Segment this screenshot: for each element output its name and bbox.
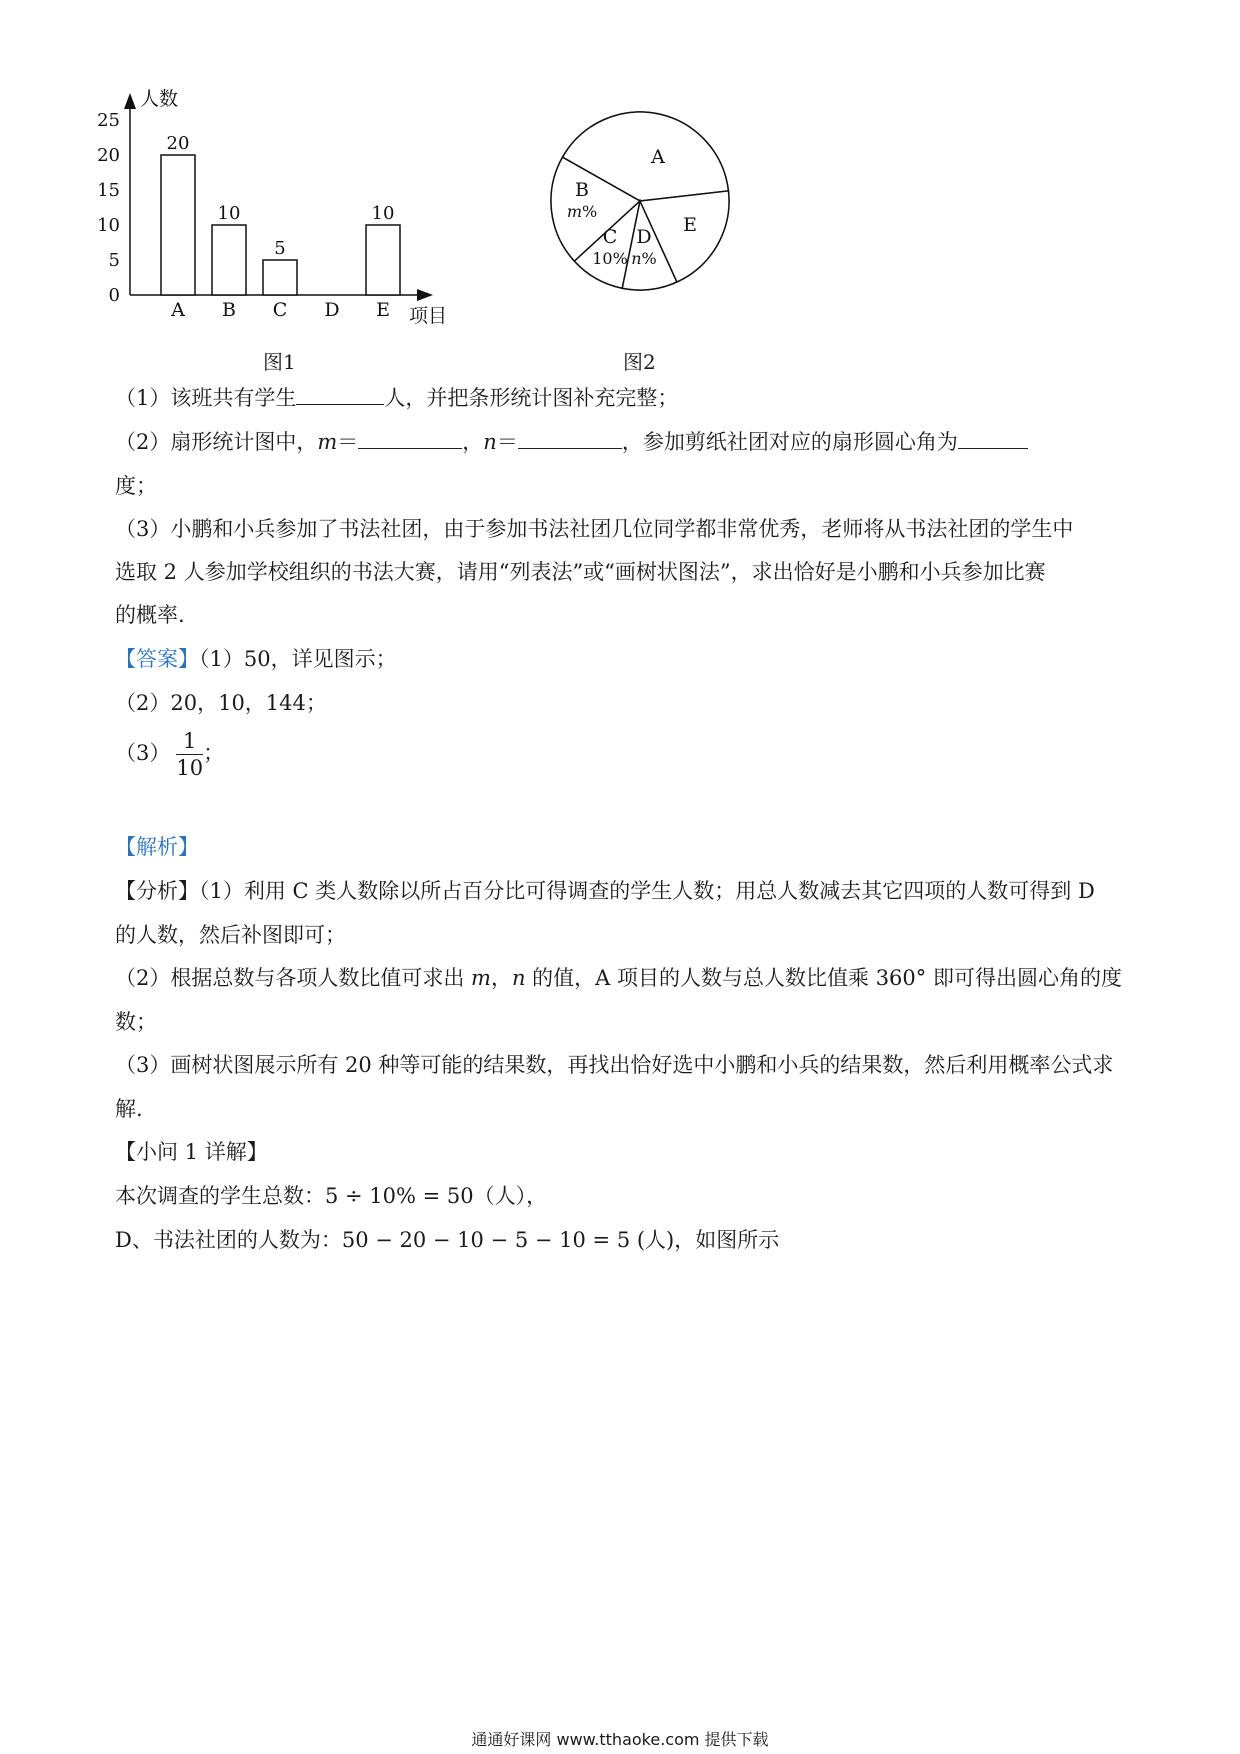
analysis-2-post: 的值，A 项目的人数与总人数比值乘 360° 即可得出圆心角的度 <box>525 966 1122 990</box>
y-axis-arrow <box>124 93 136 109</box>
pie-slice-value-label: m% <box>566 202 598 221</box>
pie-slice-label: B <box>575 179 589 201</box>
pie-slice-label: C <box>602 226 618 248</box>
answer-blank <box>518 428 622 449</box>
comma: ， <box>490 966 512 990</box>
question-1-prefix: （1）该班共有学生 <box>115 386 297 410</box>
y-tick-label: 20 <box>97 145 120 166</box>
x-tick-label: A <box>171 299 185 321</box>
x-tick-label: B <box>222 299 236 321</box>
pie-chart <box>540 105 740 305</box>
answer-3-prefix: （3） <box>115 741 171 765</box>
question-2-cont: 度； <box>115 474 157 498</box>
pie-slice-label: E <box>683 214 697 236</box>
x-axis-label: 项目 <box>409 305 448 327</box>
data-label: 5 <box>274 238 286 259</box>
x-tick-label: D <box>324 299 340 321</box>
y-tick-label: 10 <box>97 215 120 236</box>
y-axis-label: 人数 <box>140 88 179 110</box>
pie-slice-value-label: 10% <box>592 249 628 268</box>
answer-1: （1）50，详见图示； <box>199 647 397 671</box>
analysis-3-line-2: 解. <box>115 1097 143 1121</box>
pie-chart-marks <box>551 112 729 290</box>
answer-2: （2）20，10，144； <box>115 691 327 715</box>
solution-line-1: 本次调查的学生总数：5 ÷ 10% = 50（人）， <box>115 1184 548 1208</box>
analysis-2-pre: （2）根据总数与各项人数比值可求出 <box>115 966 472 990</box>
comma: ， <box>462 430 484 454</box>
answer-blank <box>296 384 384 405</box>
question-2 <box>115 427 1028 457</box>
analysis-1-text: （1）利用 C 类人数除以所占百分比可得调查的学生人数；用总人数减去其它四项的人数可得到 D <box>199 879 1095 903</box>
fenxi-tag: 【分析】 <box>115 879 199 903</box>
question-2-mid: ，参加剪纸社团对应的扇形圆心角为 <box>621 430 958 454</box>
x-tick-label: C <box>272 299 288 321</box>
bar-chart-marks <box>161 133 400 295</box>
subquestion-1-tag: 【小问 1 详解】 <box>115 1140 268 1164</box>
bar <box>366 225 400 295</box>
y-tick-label: 25 <box>97 110 120 131</box>
analysis-2-line-1 <box>115 963 1122 993</box>
answer-tag: 【答案】 <box>115 647 199 671</box>
question-3-line-3: 的概率. <box>115 603 185 627</box>
y-tick-label: 15 <box>97 180 120 201</box>
question-1 <box>115 383 678 413</box>
fraction <box>176 728 203 781</box>
footer-source: 通通好课网 www.tthaoke.com 提供下载 <box>471 1730 769 1749</box>
data-label: 10 <box>217 203 241 224</box>
var-m: m <box>471 966 491 990</box>
var-n: n <box>483 430 497 454</box>
data-label: 10 <box>371 203 395 224</box>
pie-slice-label: D <box>636 226 652 248</box>
question-2-prefix: （2）扇形统计图中， <box>115 430 318 454</box>
answer-blank <box>358 428 462 449</box>
pie-slice-label: A <box>651 146 665 168</box>
analysis-tag: 【解析】 <box>115 835 199 859</box>
analysis-1-line-2: 的人数，然后补图即可； <box>115 923 346 947</box>
answer-blank <box>958 428 1028 449</box>
analysis-2-line-2: 数； <box>115 1010 157 1034</box>
bar <box>212 225 246 295</box>
bar-chart-caption: 图1 <box>263 350 296 374</box>
bar <box>161 155 195 295</box>
analysis-3-line-1: （3）画树状图展示所有 20 种等可能的结果数，再找出恰好选中小鹏和小兵的结果数，然后利用概率公式求 <box>115 1053 1114 1077</box>
equals-sign: ＝ <box>337 430 359 454</box>
y-tick-label: 5 <box>108 250 120 271</box>
y-tick-label: 0 <box>108 285 120 306</box>
solution-line-2: D、书法社团的人数为：50 − 20 − 10 − 5 − 10 = 5 (人)，如图所示 <box>115 1228 780 1252</box>
var-n: n <box>511 966 526 990</box>
var-m: m <box>317 430 338 454</box>
fraction-numerator: 1 <box>176 728 203 755</box>
bar <box>263 260 297 295</box>
answer-line-3 <box>115 725 224 781</box>
answer-3-suffix: ； <box>203 741 225 765</box>
pie-slice-value-label: n% <box>631 249 657 268</box>
data-label: 20 <box>166 133 190 154</box>
x-axis-arrow <box>417 289 433 301</box>
fraction-denominator: 10 <box>176 756 204 780</box>
answer-line-1 <box>115 644 397 674</box>
x-tick-label: E <box>376 299 390 321</box>
analysis-1-line-1 <box>115 876 1095 906</box>
question-3-line-2: 选取 2 人参加学校组织的书法大赛，请用“列表法”或“画树状图法”，求出恰好是小鹏和小兵参加比赛 <box>115 560 1046 584</box>
bar-chart <box>95 85 465 345</box>
equals-sign: ＝ <box>496 430 518 454</box>
question-1-suffix: 人，并把条形统计图补充完整； <box>384 386 679 410</box>
pie-chart-caption: 图2 <box>623 350 656 374</box>
question-3-line-1: （3）小鹏和小兵参加了书法社团，由于参加书法社团几位同学都非常优秀，老师将从书法社团的学生中 <box>115 517 1074 541</box>
